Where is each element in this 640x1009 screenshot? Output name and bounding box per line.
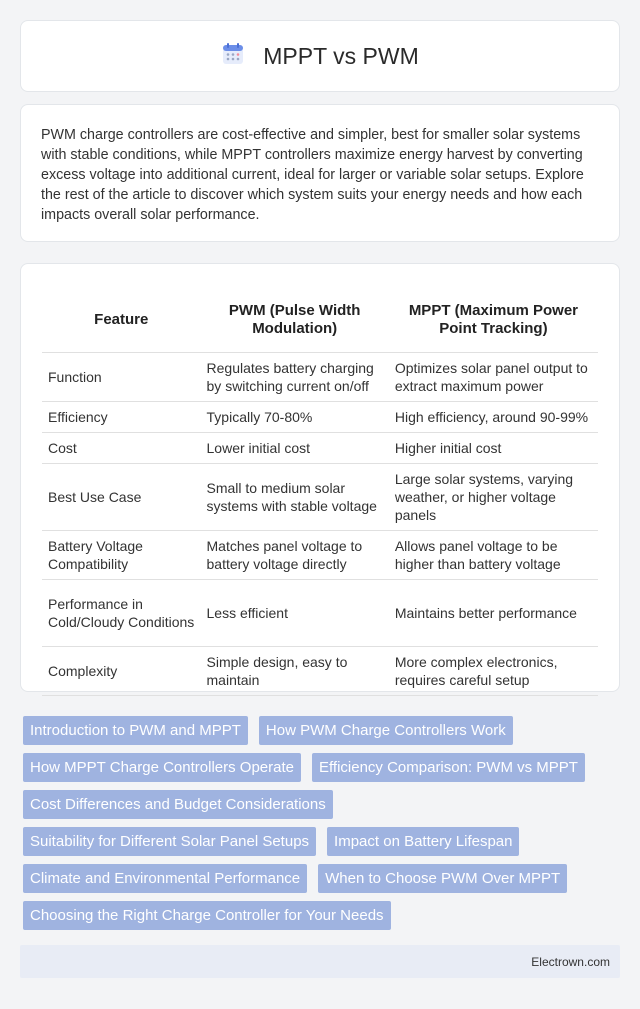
page-title: MPPT vs PWM xyxy=(263,42,419,69)
table-header-row xyxy=(42,288,598,352)
header-mppt: MPPT (Maximum Power Point Tracking) xyxy=(389,288,598,352)
table-row xyxy=(42,432,598,463)
table-row xyxy=(42,530,598,579)
table-cell: Performance in Cold/Cloudy Conditions xyxy=(42,579,201,646)
header-card xyxy=(20,20,620,92)
table-cell: Cost xyxy=(42,432,201,463)
table-row xyxy=(42,401,598,432)
intro-paragraph: PWM charge controllers are cost-effective and simpler, best for smaller solar systems with stable conditions, while MPPT controllers maximize energy harvest by converting excess voltage into additional current, ideal for larger or variable solar setups. Explore the rest of the article to discover which system suits your energy needs and how each impacts overall solar performance. xyxy=(41,127,584,223)
intro-card xyxy=(20,104,620,242)
table-row xyxy=(42,352,598,401)
table-cell: Efficiency xyxy=(42,401,201,432)
tag-link[interactable]: How MPPT Charge Controllers Operate xyxy=(23,753,301,782)
header-feature: Feature xyxy=(42,288,201,352)
calendar-icon xyxy=(221,42,245,71)
table-cell: Small to medium solar systems with stable voltage xyxy=(201,463,389,530)
table-cell: Higher initial cost xyxy=(389,432,598,463)
tag-link[interactable]: How PWM Charge Controllers Work xyxy=(259,716,513,745)
table-cell: Battery Voltage Compatibility xyxy=(42,530,201,579)
topic-tags xyxy=(20,716,620,930)
table-cell: Allows panel voltage to be higher than battery voltage xyxy=(389,530,598,579)
table-cell: High efficiency, around 90-99% xyxy=(389,401,598,432)
table-cell: Function xyxy=(42,352,201,401)
table-cell: Complexity xyxy=(42,646,201,695)
table-cell: Typically 70-80% xyxy=(201,401,389,432)
header-pwm: PWM (Pulse Width Modulation) xyxy=(201,288,389,352)
tag-link[interactable]: Cost Differences and Budget Considerations xyxy=(23,790,333,819)
table-row xyxy=(42,463,598,530)
tag-link[interactable]: Introduction to PWM and MPPT xyxy=(23,716,248,745)
table-cell: Less efficient xyxy=(201,579,389,646)
footer xyxy=(20,945,620,978)
tag-link[interactable]: Choosing the Right Charge Controller for Your Needs xyxy=(23,901,391,930)
table-row xyxy=(42,646,598,695)
table-row xyxy=(42,579,598,646)
table-cell: Optimizes solar panel output to extract maximum power xyxy=(389,352,598,401)
comparison-table-card xyxy=(20,263,620,692)
tag-link[interactable]: Suitability for Different Solar Panel Setups xyxy=(23,827,316,856)
tag-link[interactable]: When to Choose PWM Over MPPT xyxy=(318,864,567,893)
table-cell: Best Use Case xyxy=(42,463,201,530)
comparison-table xyxy=(42,288,598,696)
table-cell: Large solar systems, varying weather, or higher voltage panels xyxy=(389,463,598,530)
table-cell: Regulates battery charging by switching current on/off xyxy=(201,352,389,401)
footer-site-name: Electrown.com xyxy=(531,954,610,969)
table-cell: More complex electronics, requires careful setup xyxy=(389,646,598,695)
tag-link[interactable]: Efficiency Comparison: PWM vs MPPT xyxy=(312,753,585,782)
table-cell: Matches panel voltage to battery voltage directly xyxy=(201,530,389,579)
table-cell: Simple design, easy to maintain xyxy=(201,646,389,695)
tag-link[interactable]: Impact on Battery Lifespan xyxy=(327,827,519,856)
table-cell: Lower initial cost xyxy=(201,432,389,463)
tag-link[interactable]: Climate and Environmental Performance xyxy=(23,864,307,893)
table-cell: Maintains better performance xyxy=(389,579,598,646)
